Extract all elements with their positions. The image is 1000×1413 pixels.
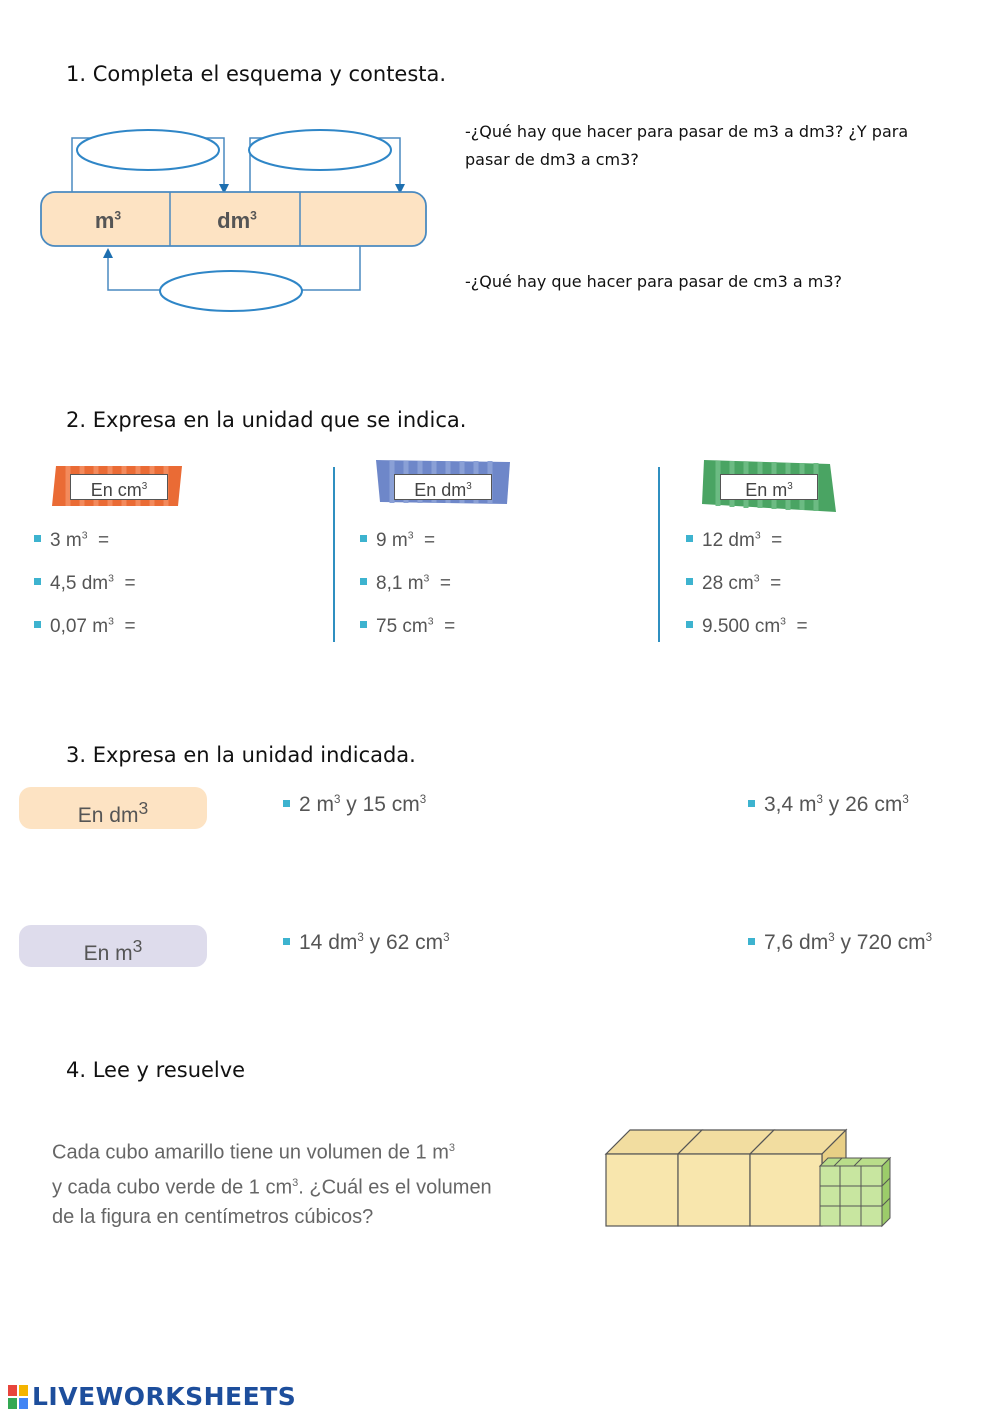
bullet-icon xyxy=(34,535,41,542)
list-item: 2 $m^3$ y 15 $cm^3$ xyxy=(283,793,426,817)
yellow-cube-front xyxy=(606,1154,678,1226)
list-item: 7,6 $dm^3$ y 720 $cm^3$ xyxy=(748,931,932,955)
list-item: 8,1 $m^3$ = xyxy=(360,573,451,595)
exercise-2-heading: 2. Expresa en la unidad que se indica. xyxy=(66,408,467,432)
bullet-icon xyxy=(283,938,290,945)
cubes-figure xyxy=(600,1124,896,1232)
bullet-icon xyxy=(686,578,693,585)
bullet-icon xyxy=(748,938,755,945)
list-item: 0,07 $m^3$ = xyxy=(34,616,136,638)
bullet-icon xyxy=(283,800,290,807)
yellow-cube-front xyxy=(750,1154,822,1226)
exercise-3-heading: 3. Expresa en la unidad indicada. xyxy=(66,743,416,767)
exercise-1-question-2: -¿Qué hay que hacer para pasar de cm3 a m3? xyxy=(465,272,842,291)
answer-ellipse-3[interactable] xyxy=(160,271,302,311)
exercise-1-question-1: -¿Qué hay que hacer para pasar de m3 a dm3? ¿Y para pasar de dm3 a cm3? xyxy=(465,122,909,169)
tag-en-cm3: En $cm^3$ xyxy=(52,465,182,507)
list-item: 3,4 $m^3$ y 26 $cm^3$ xyxy=(748,793,909,817)
green-block-front xyxy=(820,1166,882,1226)
column-divider xyxy=(333,467,335,642)
list-item: 75 $cm^3$ = xyxy=(360,616,455,638)
bullet-icon xyxy=(686,535,693,542)
label-en-m3: En $m^3$ xyxy=(19,925,207,967)
answer-ellipse-2[interactable] xyxy=(249,130,391,170)
green-block-side xyxy=(882,1158,890,1226)
list-item: 12 $dm^3$ = xyxy=(686,530,782,552)
bullet-icon xyxy=(748,800,755,807)
problem-text: Cada cubo amarillo tiene un volumen de 1 $m^3$ y cada cubo verde de 1 $cm^3$. ¿Cuál es el volumen de la figura en centímetros cúbicos? xyxy=(52,1141,492,1229)
arrow-head-icon xyxy=(103,248,113,258)
column-divider xyxy=(658,467,660,642)
logo-icon xyxy=(8,1384,30,1410)
bullet-icon xyxy=(34,578,41,585)
bullet-icon xyxy=(34,621,41,628)
list-item: 9 $m^3$ = xyxy=(360,530,435,552)
unit-dm3: $dm^3$ xyxy=(217,208,257,233)
label-en-dm3: En $dm^3$ xyxy=(19,787,207,829)
bullet-icon xyxy=(360,535,367,542)
list-item: 4,5 $dm^3$ = xyxy=(34,573,136,595)
yellow-cube-front xyxy=(678,1154,750,1226)
exercise-4-heading: 4. Lee y resuelve xyxy=(66,1058,246,1082)
liveworksheets-logo: LIVEWORKSHEETS xyxy=(8,1382,296,1411)
bullet-icon xyxy=(360,621,367,628)
unit-m3: $m^3$ xyxy=(94,208,122,233)
tag-en-m3: En $m^3$ xyxy=(702,460,832,502)
exercise-1-heading: 1. Completa el esquema y contesta. xyxy=(66,62,447,86)
list-item: 3 $m^3$ = xyxy=(34,530,109,552)
tag-en-dm3: En $dm^3$ xyxy=(376,460,506,502)
list-item: 9.500 $cm^3$ = xyxy=(686,616,808,638)
list-item: 28 $cm^3$ = xyxy=(686,573,781,595)
bullet-icon xyxy=(686,621,693,628)
list-item: 14 $dm^3$ y 62 $cm^3$ xyxy=(283,931,450,955)
bullet-icon xyxy=(360,578,367,585)
answer-ellipse-1[interactable] xyxy=(77,130,219,170)
